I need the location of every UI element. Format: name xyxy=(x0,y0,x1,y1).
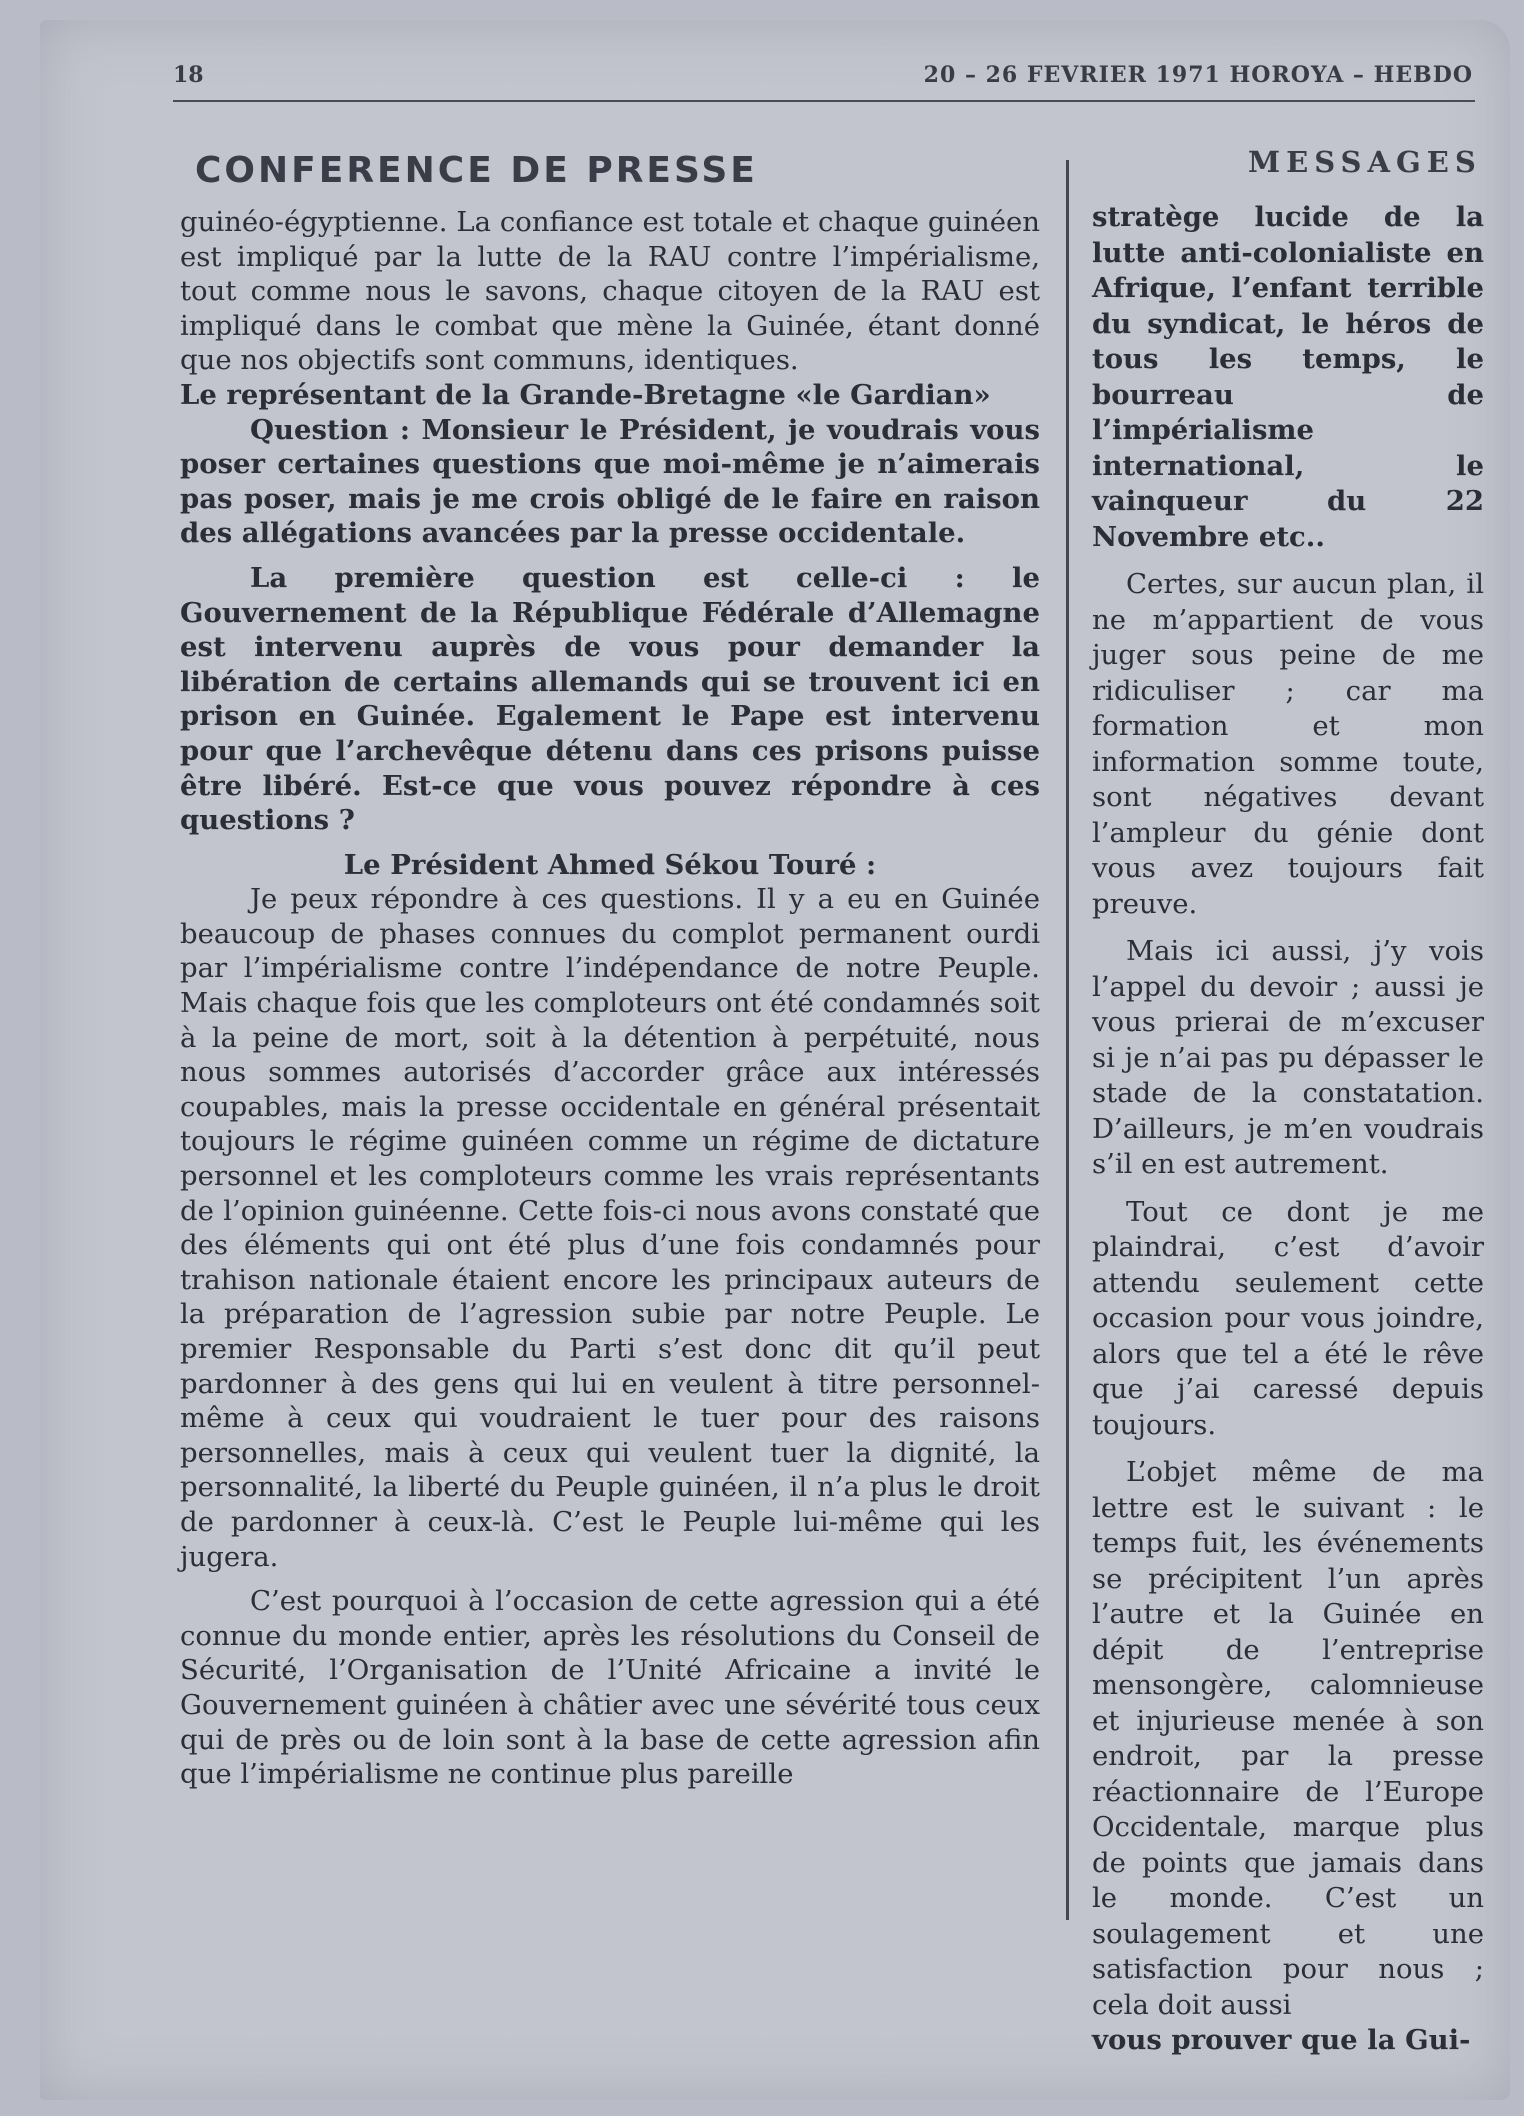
left-column-text xyxy=(180,205,1040,1792)
answer-2: C’est pourquoi à l’occasion de cette agression qui a été connue du monde entier, après les résolutions du Conseil de Sécurité, l’Organisation de l’Unité Africaine a invité le Gouvernement guinéen à châtier avec une sévérité tous ceux qui de près ou de loin sont à la base de cette agression afin que l’impérialisme ne continue plus pareille xyxy=(180,1585,1040,1791)
right-column-text xyxy=(1092,200,1484,2059)
messages-paragraph-4: Tout ce dont je me plaindrai, c’est d’avoir attendu seulement cette occasion pour vous joindre, alors que tel a été le rêve que j’ai caressé depuis toujours. xyxy=(1092,1195,1484,1441)
column-divider xyxy=(1066,160,1069,1920)
messages-paragraph-3: Mais ici aussi, j’y vois l’appel du devoir ; aussi je vous prierai de m’excuser si je n’ai pas pu dépasser le stade de la constatation. D’ailleurs, je m’en voudrais s’il en est autrement. xyxy=(1092,935,1484,1180)
section-title-messages: MESSAGES xyxy=(1248,145,1482,179)
messages-paragraph-2: Certes, sur aucun plan, il ne m’appartient de vous juger sous peine de me ridiculiser ; car ma formation et mon information somme toute, sont négatives devant l’ampleur du génie dont vous avez toujours fait preuve. xyxy=(1092,568,1484,920)
question-2: La première question est celle-ci : le Gouvernement de la République Fédérale d’Allemagne est intervenu auprès de vous pour demander la libération de certains allemands qui se trouvent ici en prison en Guinée. Egalement le Pape est intervenu pour que l’archevêque détenu dans ces prisons puisse être libéré. Est-ce que vous pouvez répondre à ces questions ? xyxy=(180,561,1040,837)
section-title-conference: CONFERENCE DE PRESSE xyxy=(195,150,758,191)
issue-line: 20 – 26 FEVRIER 1971 HOROYA – HEBDO xyxy=(923,62,1473,88)
paragraph-intro: guinéo-égyptienne. La confiance est totale et chaque guinéen est impliqué par la lutte de la RAU contre l’impérialisme, tout comme nous le savons, chaque citoyen de la RAU est impliqué dans le combat que mène la Guinée, étant donné que nos objectifs sont communs, identiques. xyxy=(180,206,1040,377)
messages-paragraph-5-end: vous prouver que la Gui- xyxy=(1092,2024,1471,2056)
page-number: 18 xyxy=(173,62,204,88)
question-1: Question : Monsieur le Président, je voudrais vous poser certaines questions que moi-même je n’aimerais pas poser, mais je me crois obligé de le faire en raison des allégations avancées par la presse occidentale. xyxy=(180,413,1040,550)
header-rule xyxy=(173,100,1475,102)
messages-paragraph-1: stratège lucide de la lutte anti-colonialiste en Afrique, l’enfant terrible du syndicat, le héros de tous les temps, le bourreau de l’impérialisme international, le vainqueur du 22 Novembre etc.. xyxy=(1092,201,1484,553)
page-header xyxy=(173,62,1473,102)
answer-1: Je peux répondre à ces questions. Il y a eu en Guinée beaucoup de phases connues du complot permanent ourdi par l’impérialisme contre l’indépendance de notre Peuple. Mais chaque fois que les comploteurs ont été condamnés soit à la peine de mort, soit à la détention à perpétuité, nous nous sommes autorisés d’accorder grâce aux intéressés coupables, mais la presse occidentale en général présentait toujours le régime guinéen comme un régime de dictature personnel et les comploteurs comme les vrais représentants de l’opinion guinéenne. Cette fois-ci nous avons constaté que des éléments qui ont été plus d’une fois condamnés pour trahison nationale étaient encore les principaux auteurs de la préparation de l’agression subie par notre Peuple. Le premier Responsable du Parti s’est donc dit qu’il peut pardonner à des gens qui lui en veulent à titre personnel-même à ceux qui voudraient le tuer pour des raisons personnelles, mais à ceux qui veulent tuer la dignité, la personnalité, la liberté du Peuple guinéen, il n’a plus le droit de pardonner à ceux-là. C’est le Peuple lui-même qui les jugera. xyxy=(180,883,1040,1573)
messages-paragraph-5: L’objet même de ma lettre est le suivant : le temps fuit, les événements se précipitent l’un après l’autre et la Guinée en dépit de l’entreprise mensongère, calomnieuse et injurieuse menée à son endroit, par la presse réactionnaire de l’Europe Occidentale, marque plus de points que jamais dans le monde. C’est un soulagement et une satisfaction pour nous ; cela doit aussi xyxy=(1092,1456,1484,2021)
speaker-president: Le Président Ahmed Sékou Touré : xyxy=(343,848,877,881)
speaker-guardian: Le représentant de la Grande-Bretagne «le Gardian» xyxy=(180,378,991,411)
